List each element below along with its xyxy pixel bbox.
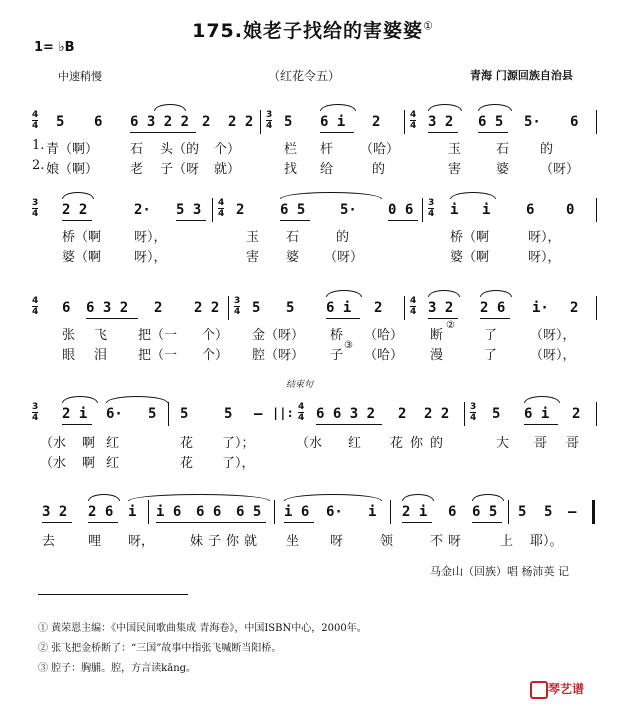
lyric: 上 — [500, 534, 514, 549]
slur — [280, 192, 382, 199]
barline — [390, 500, 391, 524]
lyric: 1. — [32, 138, 45, 153]
lyric: 呀）， — [528, 230, 561, 245]
note: i — [450, 202, 459, 218]
lyric: 给 — [320, 162, 334, 177]
lyric: 你 — [226, 534, 240, 549]
time-signature: 4 4 — [410, 296, 417, 317]
note: 2· — [134, 202, 151, 218]
barline — [274, 500, 275, 524]
lyric-line-1 — [30, 138, 602, 158]
slur — [154, 104, 186, 111]
note: 2 — [570, 300, 579, 316]
lyric: 花 — [180, 436, 194, 451]
note: 2 — [374, 300, 383, 316]
barline — [422, 198, 423, 222]
time-signature: 3 4 — [428, 198, 435, 219]
note: 6 3 2 — [86, 300, 129, 316]
barline — [404, 296, 405, 320]
lyric: 呀）， — [134, 230, 167, 245]
note: 2 6 — [88, 504, 114, 520]
lyric: 张 — [62, 328, 76, 343]
lyric: 大 — [496, 436, 510, 451]
note: 2 i — [402, 504, 428, 520]
note: 5 — [518, 504, 527, 520]
lyric: 去 — [42, 534, 56, 549]
lyric: 呀）， — [134, 250, 167, 265]
note: 2 2 — [194, 300, 220, 316]
lyric-line-2 — [30, 340, 602, 364]
time-signature: 4 4 — [32, 296, 39, 317]
lyric: 红 — [348, 436, 362, 451]
notation-row — [30, 198, 602, 226]
underline — [472, 522, 502, 523]
lyric: 红 — [106, 456, 120, 471]
note: 5 — [252, 300, 261, 316]
note: i 6 — [284, 504, 310, 520]
note: 6 3 2 2 — [130, 114, 190, 130]
note: 5 — [56, 114, 65, 130]
brand-watermark: 琴艺谱 — [548, 682, 585, 696]
note: 6 i — [326, 300, 352, 316]
note: 6· — [326, 504, 343, 520]
footnote-ref: ② — [446, 320, 455, 331]
footnote-divider — [38, 594, 188, 595]
slur — [62, 396, 98, 403]
note: 5 3 — [176, 202, 202, 218]
barline — [464, 402, 465, 426]
note: 6 6 — [196, 504, 222, 520]
key-signature: 1= ♭B — [34, 40, 75, 55]
lyric: 漫 — [430, 348, 444, 363]
lyric: 啊 — [82, 456, 96, 471]
note: 5· — [340, 202, 357, 218]
lyric: 子 — [330, 348, 344, 363]
underline — [130, 132, 196, 133]
note: 5 — [148, 406, 157, 422]
slur — [88, 494, 120, 501]
note: 2 — [202, 114, 211, 130]
lyric-line-2 — [30, 158, 602, 178]
lyric: 啊 — [82, 436, 96, 451]
note: 5 — [180, 406, 189, 422]
time-signature: 4 4 — [298, 402, 305, 423]
note: 3 2 — [428, 114, 454, 130]
final-barline — [592, 500, 595, 524]
note: 3 2 — [42, 504, 68, 520]
lyric: 婆（啊 — [450, 250, 490, 265]
tempo-marking: 中速稍慢 — [58, 70, 102, 83]
lyric: 娘（啊） — [46, 162, 99, 177]
slur — [62, 192, 94, 199]
lyric: 石 — [496, 142, 510, 157]
note: 2 — [572, 406, 581, 422]
footnote-3: ③ 腔子：胸脯。腔，方言读kāng。 — [38, 663, 197, 674]
note: 6 5 — [478, 114, 504, 130]
slur — [320, 104, 356, 111]
note: i — [482, 202, 491, 218]
slur — [478, 104, 512, 111]
footnote-1: ① 黄荣恩主编：《中国民间歌曲集成 青海卷》，中国ISBN中心，2000年。 — [38, 623, 367, 634]
note: – — [254, 406, 263, 422]
lyric: 头（的 — [160, 142, 200, 157]
barline — [260, 110, 261, 134]
lyric: 飞 — [94, 328, 108, 343]
slur — [524, 396, 560, 403]
lyric: 哥 — [534, 436, 548, 451]
credit-line: 马金山（回族）唱 杨沛英 记 — [430, 565, 569, 578]
time-signature: 4 4 — [32, 110, 39, 131]
underline — [478, 132, 508, 133]
note: i· — [532, 300, 549, 316]
lyric: 花 — [180, 456, 194, 471]
lyric: 就 — [244, 534, 258, 549]
slur — [472, 494, 504, 501]
brand-logo-icon — [530, 681, 548, 699]
underline — [284, 522, 314, 523]
lyric: 哥 — [566, 436, 580, 451]
lyric: 个） — [214, 142, 241, 157]
lyric: （哈） — [360, 142, 400, 157]
note: 5 — [544, 504, 553, 520]
lyric: （呀） — [324, 250, 364, 265]
underline — [176, 220, 206, 221]
note: i 6 — [156, 504, 182, 520]
lyric: 把（一 — [138, 348, 178, 363]
lyric: 泪 — [94, 348, 108, 363]
lyric: 耶）。 — [530, 534, 563, 549]
underline — [316, 424, 382, 425]
lyric: 了 — [484, 328, 498, 343]
note: – — [568, 504, 577, 520]
lyric: 你 — [410, 436, 424, 451]
time-signature: 3 4 — [234, 296, 241, 317]
lyric: 桥 — [330, 328, 344, 343]
time-signature: 3 4 — [32, 402, 39, 423]
underline — [86, 318, 138, 319]
lyric: 婆 — [286, 250, 300, 265]
note: 5 — [284, 114, 293, 130]
notation-row — [30, 402, 602, 430]
barline — [596, 110, 597, 134]
notation-row — [30, 296, 602, 324]
barline — [228, 296, 229, 320]
barline — [508, 500, 509, 524]
lyric-line-1 — [30, 432, 602, 452]
slur — [480, 290, 512, 297]
note: 6 — [62, 300, 71, 316]
underline — [428, 318, 458, 319]
lyric: 害 — [448, 162, 462, 177]
slur — [450, 192, 496, 199]
lyric: 个） — [202, 328, 229, 343]
note: 2 — [398, 406, 407, 422]
note: 6 — [526, 202, 535, 218]
lyric: 桥（啊 — [450, 230, 490, 245]
note: 5 — [224, 406, 233, 422]
lyric-line-2 — [30, 452, 602, 472]
lyric: 的 — [540, 142, 554, 157]
barline — [404, 110, 405, 134]
time-signature: 3 4 — [470, 402, 477, 423]
lyric: 不 — [430, 534, 444, 549]
note: 2 6 — [480, 300, 506, 316]
lyric: （呀） — [540, 162, 580, 177]
underline — [156, 522, 266, 523]
lyric-line-1 — [30, 226, 602, 246]
underline — [42, 522, 72, 523]
lyric: 把（一 — [138, 328, 178, 343]
barline — [168, 402, 169, 426]
lyric: 青（啊） — [46, 142, 99, 157]
notation-row — [30, 110, 602, 138]
lyric-line-1 — [30, 530, 602, 550]
underline — [320, 132, 354, 133]
note: 2 2 — [228, 114, 254, 130]
tune-name: （红花令五） — [268, 69, 341, 83]
lyric: 哩 — [88, 534, 102, 549]
barline — [148, 500, 149, 524]
note: 6 6 3 2 — [316, 406, 376, 422]
note: 2 i — [62, 406, 88, 422]
lyric: 杆 — [320, 142, 334, 157]
footnote-2: ② 张飞把金桥断了：“三国”故事中指张飞喊断当阳桥。 — [38, 643, 282, 654]
lyric: 呀， — [128, 534, 155, 549]
lyric: 了）； — [222, 436, 255, 451]
note: 6· — [106, 406, 123, 422]
lyric: 玉 — [448, 142, 462, 157]
underline — [88, 522, 118, 523]
note: 2 — [372, 114, 381, 130]
lyric: 2. — [32, 158, 45, 173]
lyric: 呀 — [330, 534, 344, 549]
lyric: 石 — [286, 230, 300, 245]
note: 2 — [154, 300, 163, 316]
lyric: （水 — [40, 436, 67, 451]
underline — [428, 132, 458, 133]
underline — [280, 220, 310, 221]
lyric: 玉 — [246, 230, 260, 245]
note: 6 i — [320, 114, 346, 130]
lyric: 花 — [390, 436, 404, 451]
note: 0 6 — [388, 202, 414, 218]
lyric: （水 — [296, 436, 323, 451]
note: 2 2 — [62, 202, 88, 218]
slur — [326, 290, 362, 297]
lyric: 的 — [336, 230, 350, 245]
lyric: （哈） — [364, 328, 404, 343]
slur — [402, 494, 434, 501]
underline — [62, 424, 92, 425]
footnote-ref: ③ — [344, 340, 353, 351]
barline — [596, 296, 597, 320]
region-label: 青海 门源回族自治县 — [470, 69, 573, 82]
notation-row — [30, 500, 602, 528]
lyric: 断 — [430, 328, 444, 343]
lyric: 领 — [380, 534, 394, 549]
lyric: 呀）， — [528, 250, 561, 265]
lyric: 婆 — [496, 162, 510, 177]
lyric: 坐 — [286, 534, 300, 549]
lyric: 桥（啊 — [62, 230, 102, 245]
underline — [402, 522, 432, 523]
note: 3 2 — [428, 300, 454, 316]
lyric-line-1 — [30, 320, 602, 344]
lyric: （呀）， — [530, 348, 576, 363]
note: i — [368, 504, 377, 520]
note: 0 — [566, 202, 575, 218]
lyric: 就） — [214, 162, 241, 177]
lyric: 找 — [284, 162, 298, 177]
slur — [428, 290, 460, 297]
lyric: （哈） — [364, 348, 404, 363]
underline — [480, 318, 510, 319]
underline — [524, 424, 558, 425]
note: 2 — [236, 202, 245, 218]
time-signature: 4 4 — [218, 198, 225, 219]
note: i — [128, 504, 137, 520]
note: 6 5 — [280, 202, 306, 218]
note: 6 — [448, 504, 457, 520]
note: 6 5 — [236, 504, 262, 520]
time-signature: 3 4 — [32, 198, 39, 219]
note: 5 — [286, 300, 295, 316]
barline — [212, 198, 213, 222]
note: 6 — [570, 114, 579, 130]
repeat-sign: ||: — [272, 406, 294, 420]
note: 5· — [524, 114, 541, 130]
lyric-line-2 — [30, 246, 602, 266]
lyric: 妹 — [190, 534, 204, 549]
lyric: 金（呀） — [252, 328, 305, 343]
lyric: 的 — [372, 162, 386, 177]
slur — [284, 494, 382, 501]
note: 6 i — [524, 406, 550, 422]
lyric: 子 — [208, 534, 222, 549]
lyric: 子（呀 — [160, 162, 200, 177]
note: 5 — [492, 406, 501, 422]
lyric: 了）， — [222, 456, 255, 471]
ending-phrase-marker: 结束句 — [286, 380, 314, 390]
lyric: 老 — [130, 162, 144, 177]
lyric: 害 — [246, 250, 260, 265]
lyric: （水 — [40, 456, 67, 471]
time-signature: 4 4 — [410, 110, 417, 131]
barline — [596, 198, 597, 222]
slur — [106, 396, 168, 403]
underline — [388, 220, 418, 221]
lyric: 了 — [484, 348, 498, 363]
underline — [326, 318, 360, 319]
lyric: （呀）， — [530, 328, 576, 343]
underline — [62, 220, 92, 221]
page-title: 175.娘老子找给的害婆婆① — [192, 19, 434, 42]
note: 6 5 — [472, 504, 498, 520]
lyric: 婆（啊 — [62, 250, 102, 265]
lyric: 栏 — [284, 142, 298, 157]
slur — [128, 494, 270, 501]
lyric: 腔（呀） — [252, 348, 305, 363]
lyric: 呀 — [448, 534, 462, 549]
lyric: 的 — [430, 436, 444, 451]
lyric: 眼 — [62, 348, 76, 363]
lyric: 红 — [106, 436, 120, 451]
slur — [428, 104, 462, 111]
barline — [596, 402, 597, 426]
note: 2 2 — [424, 406, 450, 422]
lyric: 石 — [130, 142, 144, 157]
lyric: 个） — [202, 348, 229, 363]
time-signature: 3 4 — [266, 110, 273, 131]
note: 6 — [94, 114, 103, 130]
